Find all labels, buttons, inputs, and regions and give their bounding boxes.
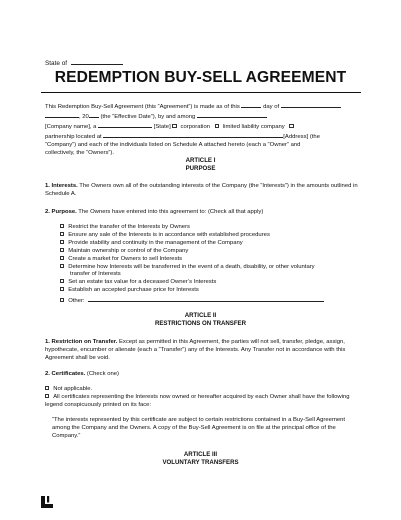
legal-templates-logo-icon (40, 495, 54, 509)
purpose-checkbox[interactable] (60, 264, 64, 268)
restriction-section (45, 338, 360, 362)
year-blank[interactable] (89, 111, 99, 118)
address-blank[interactable] (103, 131, 283, 138)
option-label: Maintain ownership or control of the Company (68, 248, 189, 254)
document-title: REDEMPTION BUY-SELL AGREEMENT (54, 69, 347, 86)
intro-text: corporation (180, 124, 211, 131)
option-label: Not applicable. (53, 386, 93, 392)
certificate-option-b (45, 394, 360, 410)
article-1-heading: ARTICLE I (185, 157, 216, 164)
intro-paragraph (45, 101, 360, 158)
certificate-option-a (45, 386, 360, 394)
option-label: Establish an accepted purchase price for Interests (68, 287, 199, 293)
llc-checkbox[interactable] (215, 124, 219, 128)
purpose-checkbox[interactable] (60, 279, 64, 283)
state-of-formation-blank[interactable] (98, 121, 152, 128)
purpose-checkbox[interactable] (60, 248, 64, 252)
option-label: Set an estate tax value for a deceased Owner’s Interests (68, 279, 217, 285)
purpose-option (60, 279, 360, 286)
partnership-checkbox[interactable] (289, 124, 293, 128)
month-blank[interactable] (281, 101, 341, 108)
section-label: 1. Restriction on Transfer. (45, 339, 118, 345)
purpose-option (60, 232, 360, 239)
article-1-subheading: PURPOSE (185, 165, 216, 172)
legend-checkbox[interactable] (45, 394, 49, 398)
state-label: State of (45, 60, 68, 67)
intro-text: collectively, the “Owners”). (45, 150, 114, 157)
state-blank[interactable] (71, 58, 123, 65)
purpose-checkbox[interactable] (60, 240, 64, 244)
purpose-option (60, 240, 360, 247)
other-purpose-blank[interactable] (88, 295, 324, 302)
option-label: transfer of Interests (70, 271, 121, 277)
state-line (45, 58, 123, 67)
section-label: 1. Interests. (45, 183, 78, 189)
option-label: All certificates representing the Interests now owned or hereafter acquired by each Owner shall have the following legend conspicuously printed on its face: (45, 394, 350, 408)
option-label: Create a market for Owners to sell Interests (68, 256, 183, 262)
month2-blank[interactable] (45, 111, 79, 118)
corporation-checkbox[interactable] (172, 124, 176, 128)
intro-text: limited liability company (222, 124, 285, 131)
article-3-subheading: VOLUNTARY TRANSFERS (162, 459, 239, 466)
intro-text: (the “Effective Date”), by and among (100, 114, 196, 121)
intro-text: partnership located at (45, 134, 102, 141)
purpose-option (60, 248, 360, 255)
intro-text: , 20 (79, 114, 89, 121)
day-blank[interactable] (241, 101, 261, 108)
section-text: Except as permitted in this Agreement, the parties will not sell, transfer, pledge, assign, hypothecate, encumber or alienate (each a “Transfer”) any of the Interests. Any Transfer not in accordance with this Agreement shall be void. (45, 339, 346, 362)
option-label: Restrict the transfer of the Interests by Owners (68, 224, 190, 230)
intro-text: [Address] (the (283, 134, 320, 141)
intro-text: day of (263, 104, 280, 110)
interests-section (45, 182, 360, 198)
purpose-section (45, 208, 360, 216)
purpose-option (60, 287, 360, 294)
purpose-option-continued (70, 271, 370, 278)
purpose-checkbox[interactable] (60, 232, 64, 236)
purpose-option (60, 224, 360, 231)
option-label: Ensure any sale of the Interests is in accordance with established procedures (68, 232, 270, 238)
section-label: 2. Certificates. (45, 371, 86, 377)
certificates-section (45, 370, 360, 378)
section-label: 2. Purpose. (45, 209, 77, 215)
purpose-checkbox[interactable] (60, 224, 64, 228)
purpose-checkbox[interactable] (60, 287, 64, 291)
article-2-heading: ARTICLE II (184, 312, 217, 319)
option-label: Determine how Interests will be transferred in the event of a death, disability, or other voluntary (68, 264, 315, 270)
article-3-heading: ARTICLE III (183, 451, 218, 458)
not-applicable-checkbox[interactable] (45, 386, 49, 390)
parties-blank[interactable] (197, 111, 267, 118)
purpose-checkbox[interactable] (60, 298, 64, 302)
purpose-option (60, 256, 360, 263)
title-divider (41, 92, 361, 93)
section-text: The Owners have entered into this agreement to: (Check all that apply) (76, 209, 264, 215)
intro-text: [Company name], a (45, 124, 97, 131)
intro-text: This Redemption Buy-Sell Agreement (this “Agreement”) is made as of this (45, 104, 240, 110)
purpose-option (60, 295, 360, 305)
intro-text: [State] (153, 124, 171, 131)
article-2-subheading: RESTRICTIONS ON TRANSFER (154, 320, 247, 327)
intro-text: “Company”) and each of the individuals listed on Schedule A attached hereto (each a “Owner” and (45, 142, 301, 149)
option-label: Provide stability and continuity in the management of the Company (68, 240, 243, 246)
option-label: Other: (68, 298, 85, 304)
section-text: The Owners own all of the outstanding interests of the Company (the “Interests”) in the amounts outlined in Schedule A. (45, 183, 358, 198)
purpose-checkbox[interactable] (60, 256, 64, 260)
certificate-legend: “The interests represented by this certificate are subject to certain restrictions contained in a Buy-Sell Agreement among the Company and the Owners. A copy of the Buy-Sell Agreement is on file at the principal office of the Company.” (52, 417, 346, 440)
section-text: (Check one) (85, 371, 120, 377)
